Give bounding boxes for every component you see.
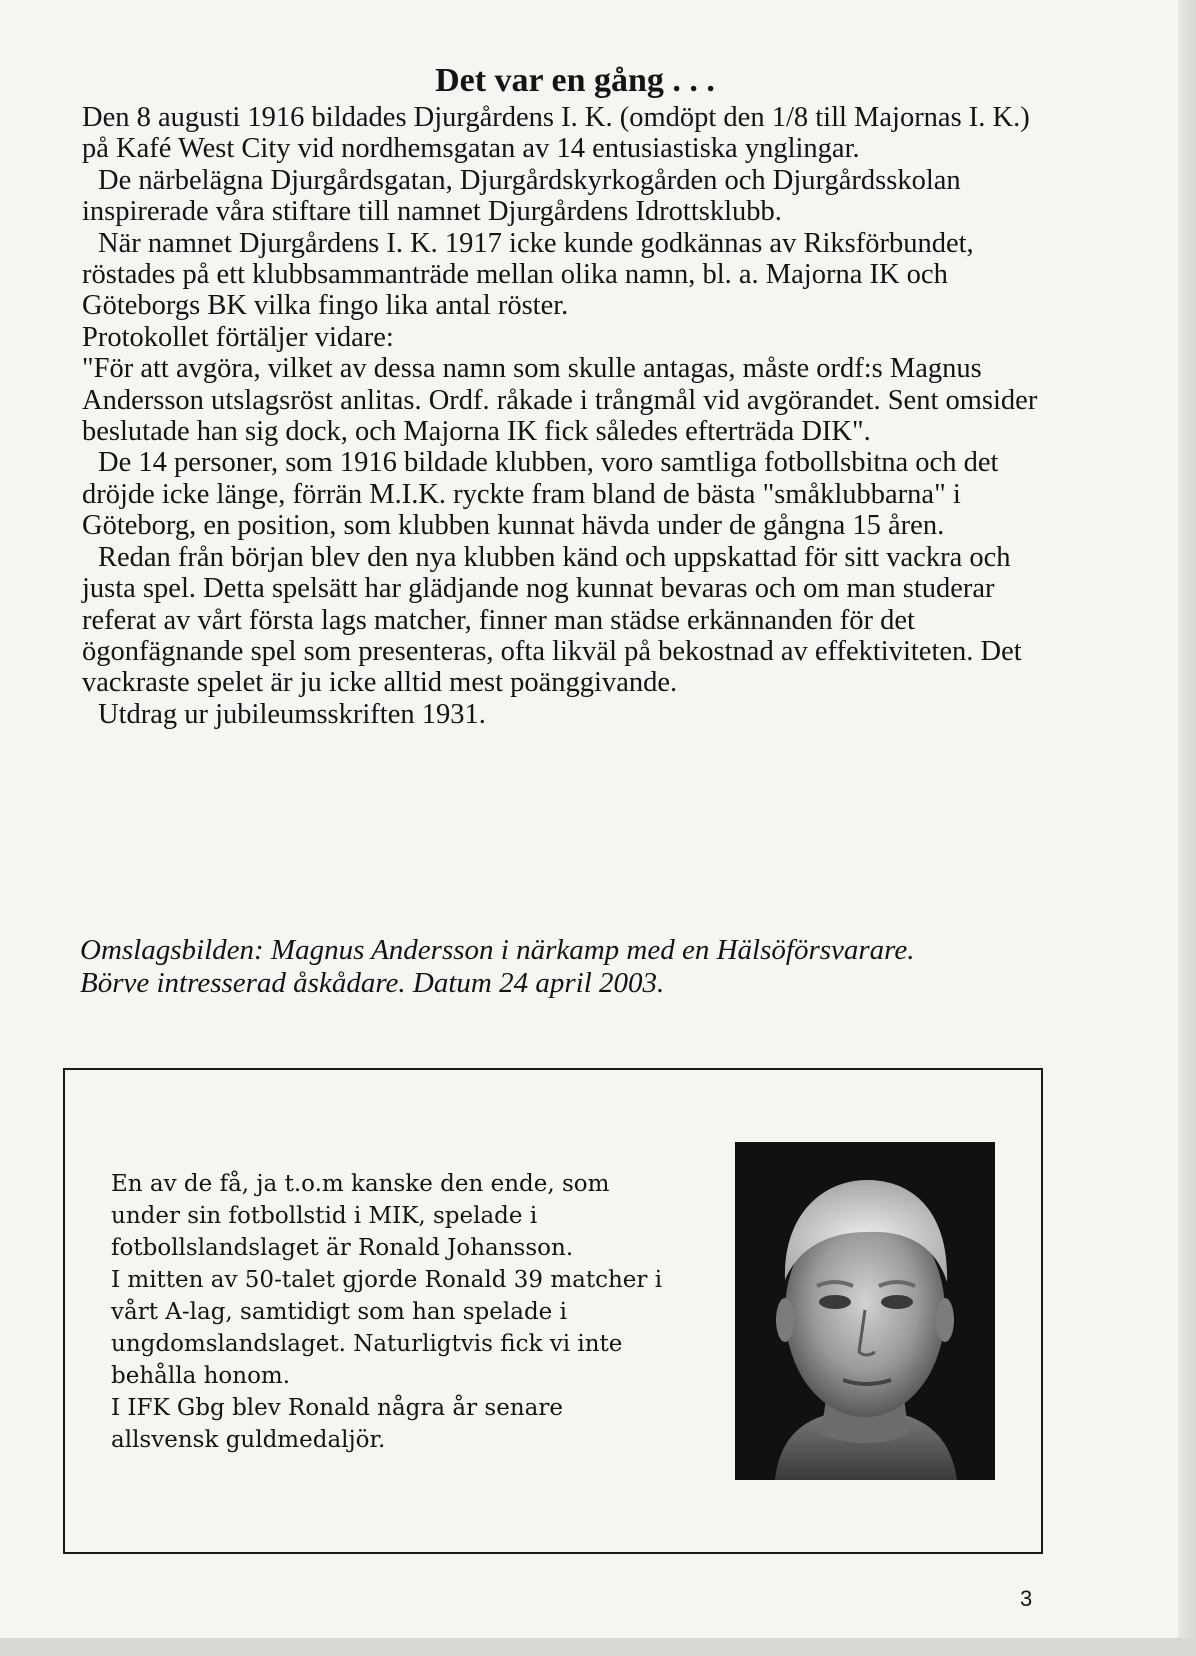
paragraph: De närbelägna Djurgårdsgatan, Djurgårdskyrkogården och Djurgårdsskolan inspirerade våra stiftare till namnet Djurgårdens Idrottsklubb.	[82, 164, 961, 228]
cover-caption	[80, 934, 1070, 1000]
player-info-box	[63, 1068, 1043, 1554]
paragraph: Protokollet förtäljer vidare:	[82, 321, 394, 353]
article-body	[82, 102, 1062, 730]
player-portrait-photo	[735, 1142, 995, 1480]
paragraph: Den 8 augusti 1916 bildades Djurgårdens I. K. (omdöpt den 1/8 till Majornas I. K.) på Kafé West City vid nordhemsgatan av 14 entusiastiska ynglingar.	[82, 102, 1030, 165]
caption-line: Omslagsbilden: Magnus Andersson i närkamp med en Hälsöförsvarare.	[80, 934, 915, 966]
caption-line: Börve intresserad åskådare. Datum 24 april 2003.	[80, 967, 665, 999]
bottom-edge	[0, 1638, 1196, 1656]
info-paragraph: I IFK Gbg blev Ronald några år senare allsvensk guldmedaljör.	[111, 1395, 563, 1453]
portrait-illustration	[735, 1142, 995, 1480]
article-title: Det var en gång . . .	[435, 62, 715, 99]
paragraph: När namnet Djurgårdens I. K. 1917 icke kunde godkännas av Riksförbundet, röstades på ett klubbsammanträde mellan olika namn, bl. a. Majorna IK och Göteborgs BK vilka fingo lika antal röster.	[82, 227, 974, 322]
paragraph: De 14 personer, som 1916 bildade klubben, voro samtliga fotbollsbitna och det dröjde icke länge, förrän M.I.K. ryckte fram bland de bästa "småklubbarna" i Göteborg, en position, som klubben kunnat hävda under de gångna 15 åren.	[82, 447, 999, 542]
page-edge	[1178, 0, 1196, 1656]
info-paragraph: I mitten av 50-talet gjorde Ronald 39 matcher i vårt A-lag, samtidigt som han spelade i ungdomslandslaget. Naturligtvis fick vi inte behålla honom.	[111, 1267, 663, 1389]
player-info-text	[111, 1168, 671, 1456]
info-paragraph: En av de få, ja t.o.m kanske den ende, som under sin fotbollstid i MIK, spelade i fotbollslandslaget är Ronald Johansson.	[111, 1171, 610, 1261]
quote-paragraph: "För att avgöra, vilket av dessa namn som skulle antagas, måste ordf:s Magnus Andersson utslagsröst anlitas. Ordf. råkade i trångmål vid avgörandet. Sent omsider beslutade han sig dock, och Majorna IK fick således efterträda DIK".	[82, 353, 1038, 448]
paragraph: Redan från början blev den nya klubben känd och uppskattad för sitt vackra och justa spel. Detta spelsätt har glädjande nog kunnat bevaras och om man studerar referat av vårt första lags matcher, finner man städse erkännanden för det ögonfägnande spel som presenteras, ofta likväl på bekostnad av effektiviteten. Det vackraste spelet är ju icke alltid mest poänggivande.	[82, 541, 1022, 699]
source-note: Utdrag ur jubileumsskriften 1931.	[98, 698, 486, 730]
page-number: 3	[1020, 1586, 1033, 1611]
